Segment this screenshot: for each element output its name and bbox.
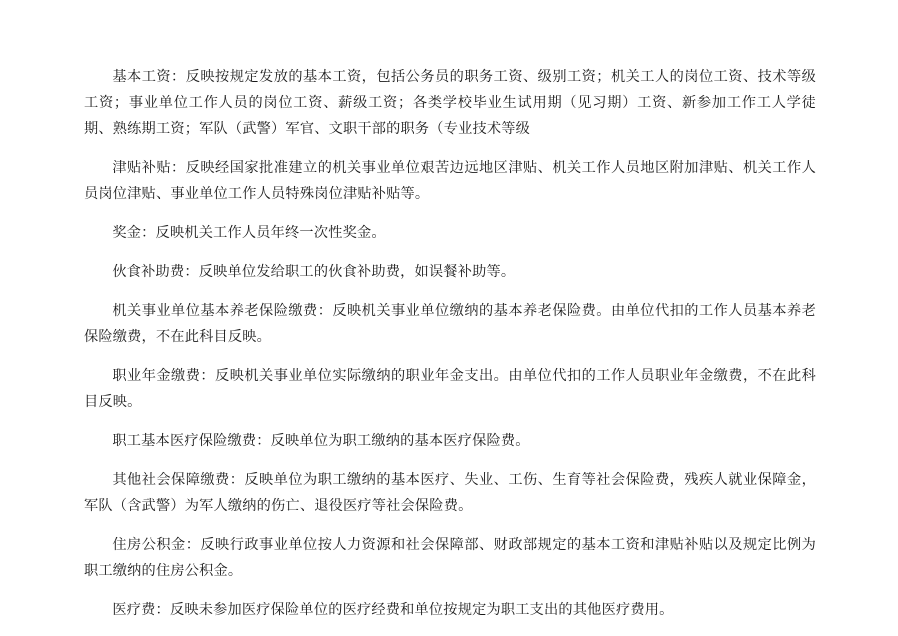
paragraph-bonus: 奖金：反映机关工作人员年终一次性奖金。 <box>112 225 386 241</box>
paragraph-basic-salary: 基本工资：反映按规定发放的基本工资，包括公务员的职务工资、级别工资；机关工人的岗位工资、技术等级工资；事业单位工作人员的岗位工资、薪级工资；各类学校毕业生试用期（见习期）工资、新参加工作工人学徒期、熟练期工资；军队（武警）军官、文职干部的职务（专业技术等级 <box>84 69 816 137</box>
paragraph-medical-insurance: 职工基本医疗保险缴费：反映单位为职工缴纳的基本医疗保险费。 <box>112 433 530 449</box>
paragraph-medical-expenses: 医疗费：反映未参加医疗保险单位的医疗经费和单位按规定为职工支出的其他医疗费用。 <box>112 602 674 618</box>
paragraph-meal-subsidy: 伙食补助费：反映单位发给职工的伙食补助费，如误餐补助等。 <box>112 264 516 280</box>
paragraph-allowances: 津贴补贴：反映经国家批准建立的机关事业单位艰苦边远地区津贴、机关工作人员地区附加津贴、机关工作人员岗位津贴、事业单位工作人员特殊岗位津贴补贴等。 <box>84 160 816 202</box>
paragraph-housing-fund: 住房公积金：反映行政事业单位按人力资源和社会保障部、财政部规定的基本工资和津贴补贴以及规定比例为职工缴纳的住房公积金。 <box>84 537 816 579</box>
paragraph-other-social-security: 其他社会保障缴费：反映单位为职工缴纳的基本医疗、失业、工伤、生育等社会保险费，残疾人就业保障金，军队（含武警）为军人缴纳的伤亡、退役医疗等社会保险费。 <box>84 472 816 514</box>
paragraph-occupational-annuity: 职业年金缴费：反映机关事业单位实际缴纳的职业年金支出。由单位代扣的工作人员职业年金缴费，不在此科目反映。 <box>84 368 816 410</box>
document-page <box>84 64 816 636</box>
paragraph-pension-insurance: 机关事业单位基本养老保险缴费：反映机关事业单位缴纳的基本养老保险费。由单位代扣的工作人员基本养老保险缴费，不在此科目反映。 <box>84 303 816 345</box>
